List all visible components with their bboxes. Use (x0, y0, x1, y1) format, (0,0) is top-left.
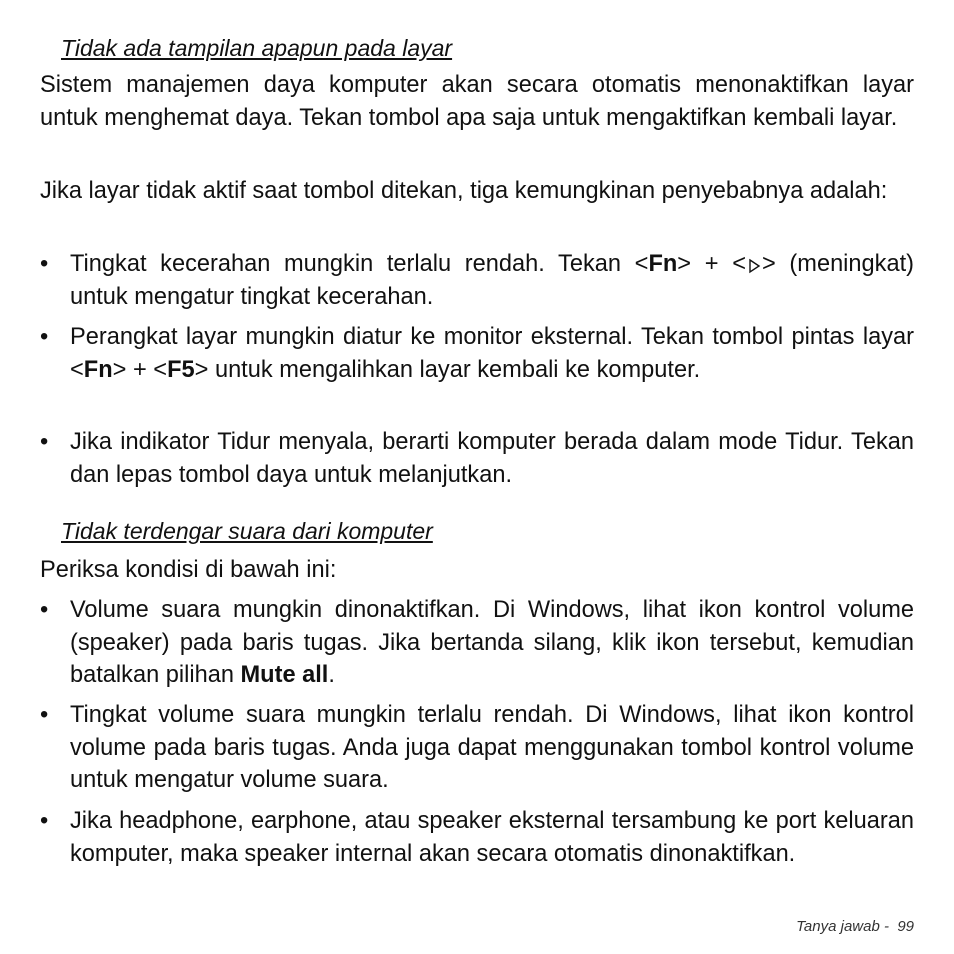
brightness-up-triangle-icon (746, 256, 762, 274)
bullet-text-volume-low: Tingkat volume suara mungkin terlalu rendah. Di Windows, lihat ikon kontrol volume pada baris tugas. Anda juga dapat menggunakan tombol kontrol volume untuk mengatur volume suara. (70, 702, 914, 793)
bullet-text-sleep-indicator: Jika indikator Tidur menyala, berarti komputer berada dalam mode Tidur. Tekan dan lepas tombol daya untuk melanjutkan. (70, 429, 914, 488)
bullet-text-external-speaker: Jika headphone, earphone, atau speaker eksternal tersambung ke port keluaran komputer, maka speaker internal akan secara otomatis dinonaktifkan. (70, 808, 914, 867)
section-heading-no-display: Tidak ada tampilan apapun pada layar (61, 35, 453, 61)
bullet-text-brightness: Tingkat kecerahan mungkin terlalu rendah. Tekan <Fn> + < > (meningkat) untuk mengatur tingkat kecerahan. (70, 251, 915, 310)
bullet-marker: • (40, 429, 49, 455)
page-footer (796, 917, 914, 937)
bullet-marker: • (40, 808, 49, 834)
paragraph-possible-causes: Jika layar tidak aktif saat tombol ditekan, tiga kemungkinan penyebabnya adalah: (40, 178, 888, 204)
footer-label: Tanya jawab - (796, 918, 889, 935)
section-heading-no-sound: Tidak terdengar suara dari komputer (61, 518, 433, 544)
page-number: 99 (897, 918, 914, 935)
paragraph-power-management: Sistem manajemen daya komputer akan secara otomatis menonaktifkan layar untuk menghemat daya. Tekan tombol apa saja untuk mengaktifkan kembali layar. (40, 72, 914, 131)
bullet-marker: • (40, 702, 49, 728)
bullet-text-volume-muted: Volume suara mungkin dinonaktifkan. Di Windows, lihat ikon kontrol volume (speaker) pada baris tugas. Jika bertanda silang, klik ikon tersebut, kemudian batalkan pilihan Mute all. (70, 597, 914, 688)
bullet-marker: • (40, 324, 49, 350)
paragraph-check-conditions: Periksa kondisi di bawah ini: (40, 557, 337, 583)
bullet-text-external-monitor: Perangkat layar mungkin diatur ke monitor eksternal. Tekan tombol pintas layar <Fn> + <F5> untuk mengalihkan layar kembali ke komputer. (70, 324, 914, 383)
bullet-marker: • (40, 251, 49, 277)
bullet-marker: • (40, 597, 49, 623)
